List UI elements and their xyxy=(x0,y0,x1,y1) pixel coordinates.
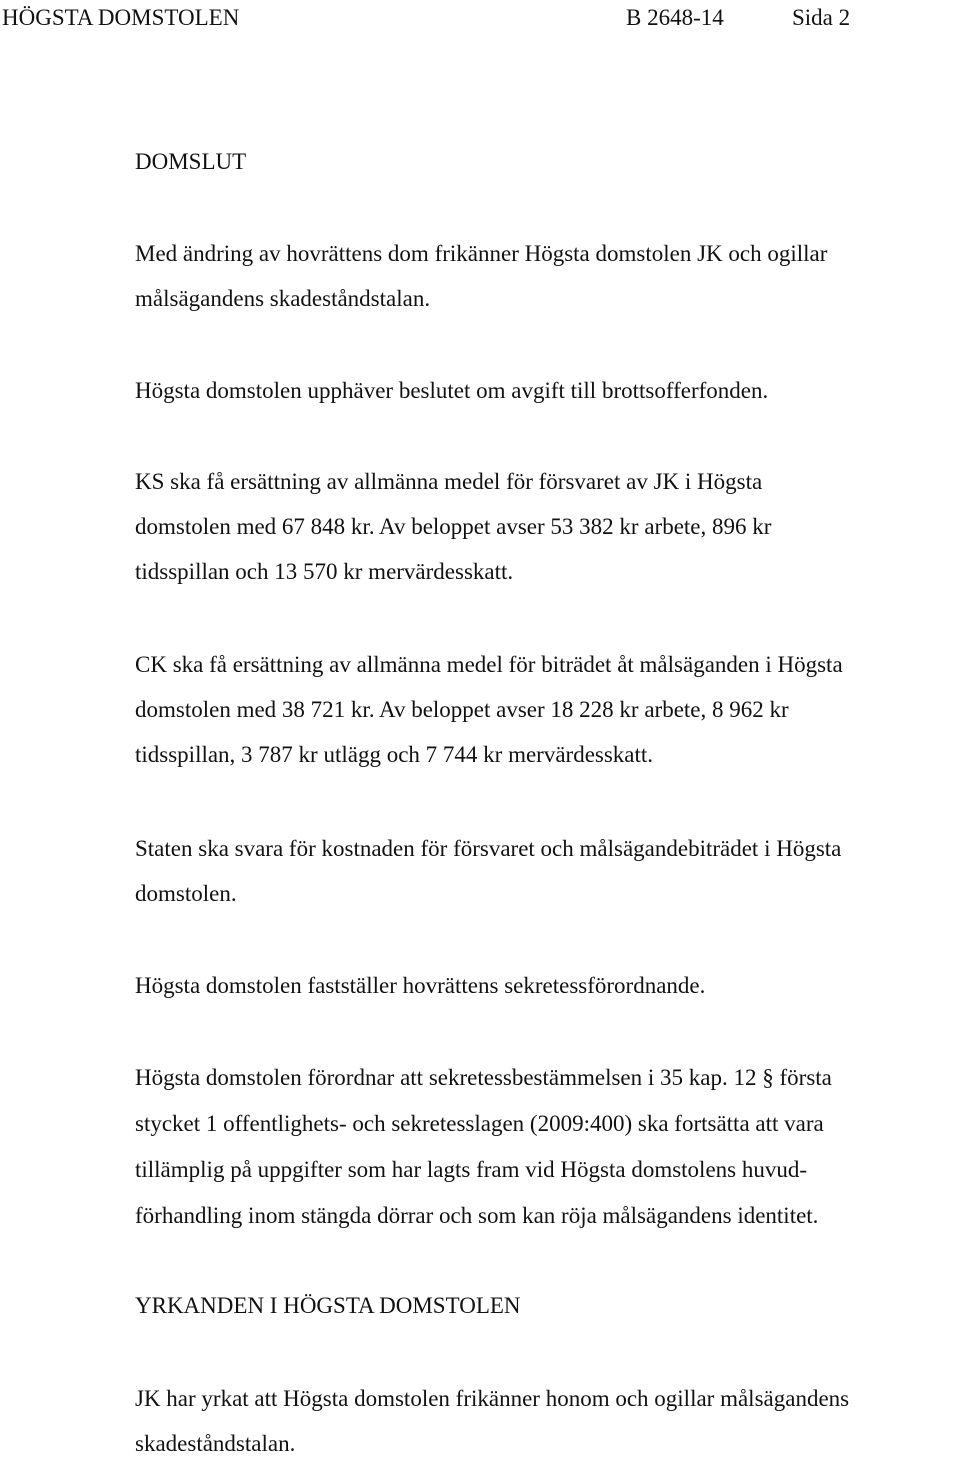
text-line: JK har yrkat att Högsta domstolen frikänner honom och ogillar målsägandens xyxy=(135,1386,850,1411)
text-line: Med ändring av hovrättens dom frikänner Högsta domstolen JK och ogillar xyxy=(135,241,828,266)
text-line: domstolen med 38 721 kr. Av beloppet avser 18 228 kr arbete, 8 962 kr xyxy=(135,697,789,722)
text-line: tillämplig på uppgifter som har lagts fram vid Högsta domstolens huvud- xyxy=(135,1157,808,1182)
court-name: HÖGSTA DOMSTOLEN xyxy=(2,5,240,30)
text-line: domstolen. xyxy=(135,881,237,906)
text-line: CK ska få ersättning av allmänna medel för biträdet åt målsäganden i Högsta xyxy=(135,652,843,677)
text-line: tidsspillan och 13 570 kr mervärdesskatt. xyxy=(135,559,514,584)
yrkanden-heading: YRKANDEN I HÖGSTA DOMSTOLEN xyxy=(135,1293,521,1318)
paragraph-8 xyxy=(135,1384,957,1474)
text-line: KS ska få ersättning av allmänna medel för försvaret av JK i Högsta xyxy=(135,469,763,494)
text-line: förhandling inom stängda dörrar och som kan röja målsägandens identitet. xyxy=(135,1203,819,1228)
page-number: Sida 2 xyxy=(792,5,851,30)
paragraph-7 xyxy=(135,1063,957,1247)
text-line: Högsta domstolen fastställer hovrättens sekretessförordnande. xyxy=(135,973,706,998)
paragraph-6 xyxy=(135,971,957,1016)
text-line: målsägandens skadeståndstalan. xyxy=(135,286,431,311)
text-line: Högsta domstolen upphäver beslutet om avgift till brottsofferfonden. xyxy=(135,378,769,403)
paragraph-3 xyxy=(135,467,957,602)
text-line: tidsspillan, 3 787 kr utlägg och 7 744 kr mervärdesskatt. xyxy=(135,742,654,767)
text-line: Staten ska svara för kostnaden för försvaret och målsägandebiträdet i Högsta xyxy=(135,836,842,861)
text-line: skadeståndstalan. xyxy=(135,1431,296,1456)
paragraph-1 xyxy=(135,239,957,329)
text-line: stycket 1 offentlighets- och sekretesslagen (2009:400) ska fortsätta att vara xyxy=(135,1111,824,1136)
paragraph-2 xyxy=(135,376,957,421)
paragraph-4 xyxy=(135,650,957,785)
page-header xyxy=(0,4,960,32)
paragraph-5 xyxy=(135,834,957,924)
text-line: domstolen med 67 848 kr. Av beloppet avser 53 382 kr arbete, 896 kr xyxy=(135,514,772,539)
case-number: B 2648-14 xyxy=(626,5,724,30)
text-line: Högsta domstolen förordnar att sekretessbestämmelsen i 35 kap. 12 § första xyxy=(135,1065,832,1090)
domslut-heading: DOMSLUT xyxy=(135,149,247,174)
